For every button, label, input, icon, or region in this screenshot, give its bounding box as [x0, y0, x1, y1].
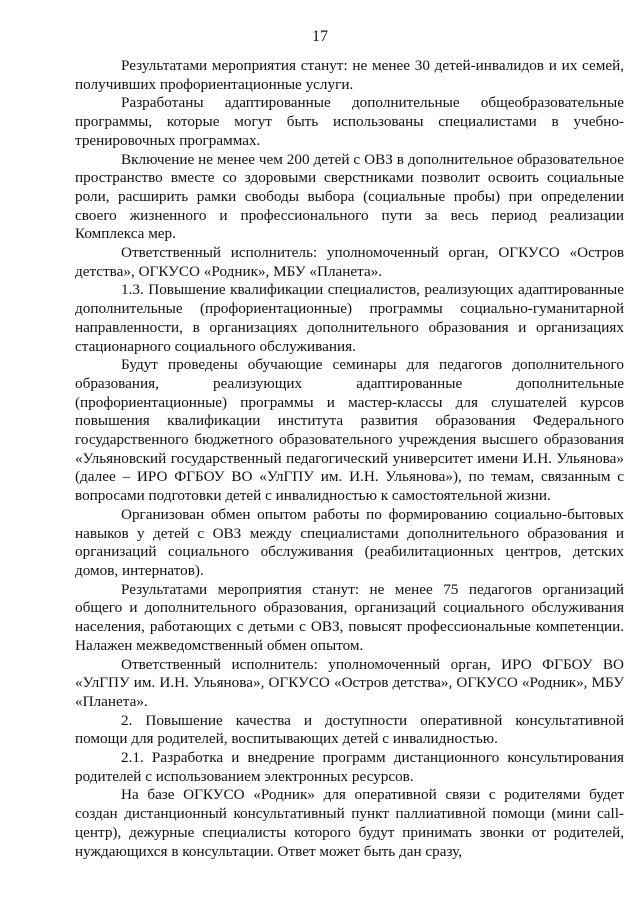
paragraph-section-1-3: 1.3. Повышение квалификации специалистов, реализующих адаптированные дополнительные (профориентационные) программы социально-гуманитарной направленности, в организациях дополнительного образования и организациях стационарного социального обслуживания. [75, 281, 624, 355]
paragraph-call-center: На базе ОГКУСО «Родник» для оперативной связи с родителями будет создан дистанционный консультативный пункт паллиативной помощи (мини call-центр), дежурные специалисты которого будут принимать звонки от родителей, нуждающихся в консультации. Ответ может быть дан сразу, [75, 786, 624, 860]
paragraph-adapted-programs: Разработаны адаптированные дополнительные общеобразовательные программы, которые могут быть использованы специалистами в учебно-тренировочных программах. [75, 94, 624, 149]
paragraph-inclusion-200: Включение не менее чем 200 детей с ОВЗ в дополнительное образовательное пространство вместе со здоровыми сверстниками позволит освоить социальные роли, расширить рамки свободы выбора (социальные пробы) при определении своего жизненного и профессионального пути за весь период реализации Комплекса мер. [75, 150, 624, 243]
paragraph-section-2: 2. Повышение качества и доступности оперативной консультативной помощи для родителей, воспитывающих детей с инвалидностью. [75, 711, 624, 748]
paragraph-section-2-1: 2.1. Разработка и внедрение программ дистанционного консультирования родителей с использованием электронных ресурсов. [75, 749, 624, 785]
document-body [75, 57, 624, 861]
paragraph-experience-exchange: Организован обмен опытом работы по формированию социально-бытовых навыков у детей с ОВЗ между специалистами дополнительного образования и организаций социального обслуживания (реабилитационных центров, детских домов, интернатов). [75, 505, 624, 579]
page-number: 17 [312, 28, 328, 45]
paragraph-responsible-executor-1: Ответственный исполнитель: уполномоченный орган, ОГКУСО «Остров детства», ОГКУСО «Родник», МБУ «Планета». [75, 244, 624, 280]
paragraph-responsible-executor-2: Ответственный исполнитель: уполномоченный орган, ИРО ФГБОУ ВО «УлГПУ им. И.Н. Ульянова», ОГКУСО «Остров детства», ОГКУСО «Родник», МБУ «Планета». [75, 655, 624, 710]
paragraph-results-75: Результатами мероприятия станут: не менее 75 педагогов организаций общего и дополнительного образования, организаций социального обслуживания населения, работающих с детьми с ОВЗ, повысят профессиональные компетенции. Налажен межведомственный обмен опытом. [75, 580, 624, 654]
paragraph-seminars: Будут проведены обучающие семинары для педагогов дополнительного образования, реализующих адаптированные дополнительные (профориентационные) программы и мастер-классы для слушателей курсов повышения квалификации института развития образования Федерального государственного бюджетного образовательного учреждения высшего образования «Ульяновский государственный педагогический университет имени И.Н. Ульянова» (далее – ИРО ФГБОУ ВО «УлГПУ им. И.Н. Ульянова»), по темам, связанным с вопросами подготовки детей с инвалидностью к самостоятельной жизни. [75, 356, 624, 505]
paragraph-results-30: Результатами мероприятия станут: не менее 30 детей-инвалидов и их семей, получивших профориентационные услуги. [75, 57, 624, 93]
